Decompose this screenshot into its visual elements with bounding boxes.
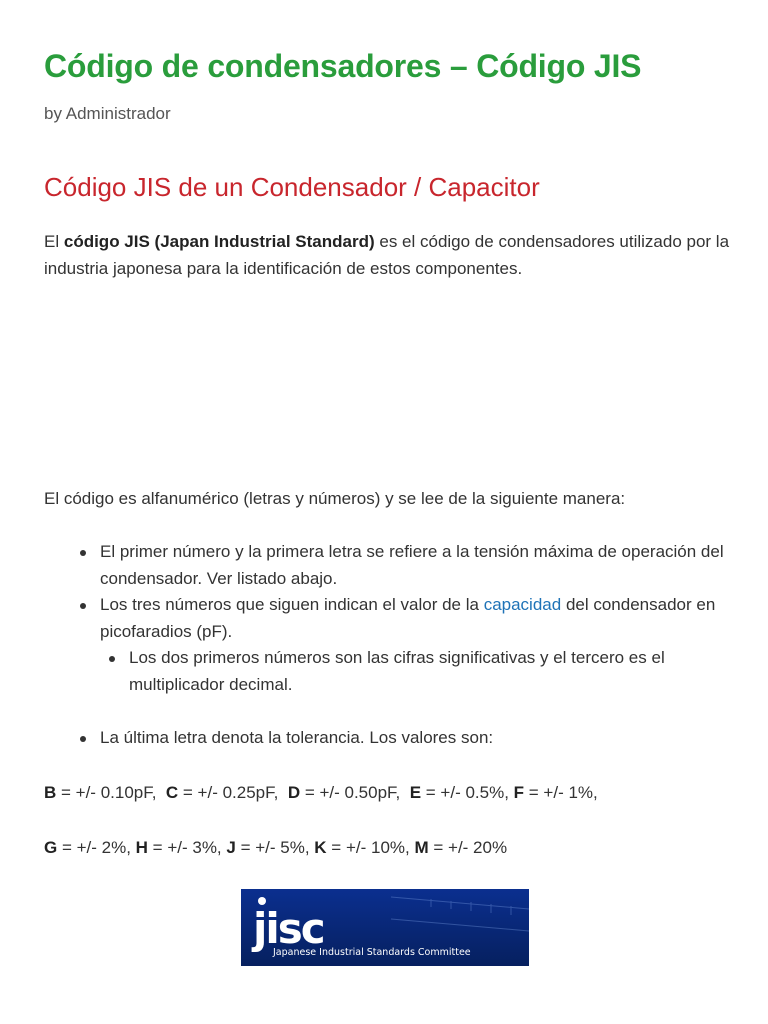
tol-letter: M: [414, 838, 429, 857]
jisc-logo: [241, 889, 529, 966]
tol-value: = +/- 0.25pF,: [178, 783, 288, 802]
list-item-text: del condensador en picofaradios (pF).: [100, 595, 716, 641]
code-rules-list: [44, 539, 734, 752]
tol-letter: E: [409, 783, 422, 802]
logo-caption: Japanese Industrial Standards Committee: [273, 947, 471, 958]
tolerance-line-2: [44, 838, 507, 858]
tol-value: = +/- 20%: [428, 838, 508, 857]
tol-value: = +/- 2%,: [57, 838, 136, 857]
tol-value: = +/- 10%,: [326, 838, 415, 857]
list-item: [100, 592, 734, 698]
intro-paragraph: [44, 228, 734, 282]
logo-mark: jisc: [253, 904, 324, 953]
tol-letter: G: [44, 838, 58, 857]
list-item: [100, 725, 734, 752]
intro-bold: código JIS (Japan Industrial Standard): [63, 232, 375, 251]
tol-letter: K: [314, 838, 327, 857]
section-heading: Código JIS de un Condensador / Capacitor: [44, 172, 540, 202]
author-link[interactable]: Administrador: [65, 104, 171, 123]
list-item: [100, 539, 734, 592]
byline-prefix: by: [44, 104, 62, 123]
tol-letter: C: [165, 783, 179, 802]
tol-value: = +/- 0.10pF,: [56, 783, 166, 802]
tol-letter: J: [226, 838, 236, 857]
tol-value: = +/- 3%,: [147, 838, 227, 857]
sub-list-item: [129, 645, 734, 698]
tol-letter: F: [513, 783, 525, 802]
tol-value: = +/- 1%,: [524, 783, 598, 802]
tol-value: = +/- 5%,: [235, 838, 315, 857]
tol-letter: B: [44, 783, 57, 802]
byline: [44, 104, 171, 124]
tolerance-line-1: [44, 783, 598, 803]
sub-list: [100, 645, 734, 698]
list-item-text: Los tres números que siguen indican el valor de la: [100, 595, 479, 614]
tol-value: = +/- 0.5%,: [421, 783, 514, 802]
tol-letter: D: [287, 783, 301, 802]
tol-value: = +/- 0.50pF,: [300, 783, 410, 802]
tol-letter: H: [135, 838, 148, 857]
intro-lead: El: [44, 232, 60, 251]
list-item-text: El primer número y la primera letra se refiere a la tensión máxima de operación del condensador. Ver listado abajo.: [100, 542, 724, 588]
reading-paragraph: El código es alfanumérico (letras y números) y se lee de la siguiente manera:: [44, 489, 626, 508]
post-title: Código de condensadores – Código JIS: [44, 48, 642, 84]
sub-list-item-text: Los dos primeros números son las cifras significativas y el tercero es el multiplicador decimal.: [129, 648, 665, 694]
capacidad-link[interactable]: capacidad: [483, 595, 562, 614]
list-item-text: La última letra denota la tolerancia. Los valores son:: [100, 728, 494, 747]
intro-rest: es el código de condensadores utilizado por la industria japonesa para la identificación de estos componentes.: [44, 232, 730, 278]
